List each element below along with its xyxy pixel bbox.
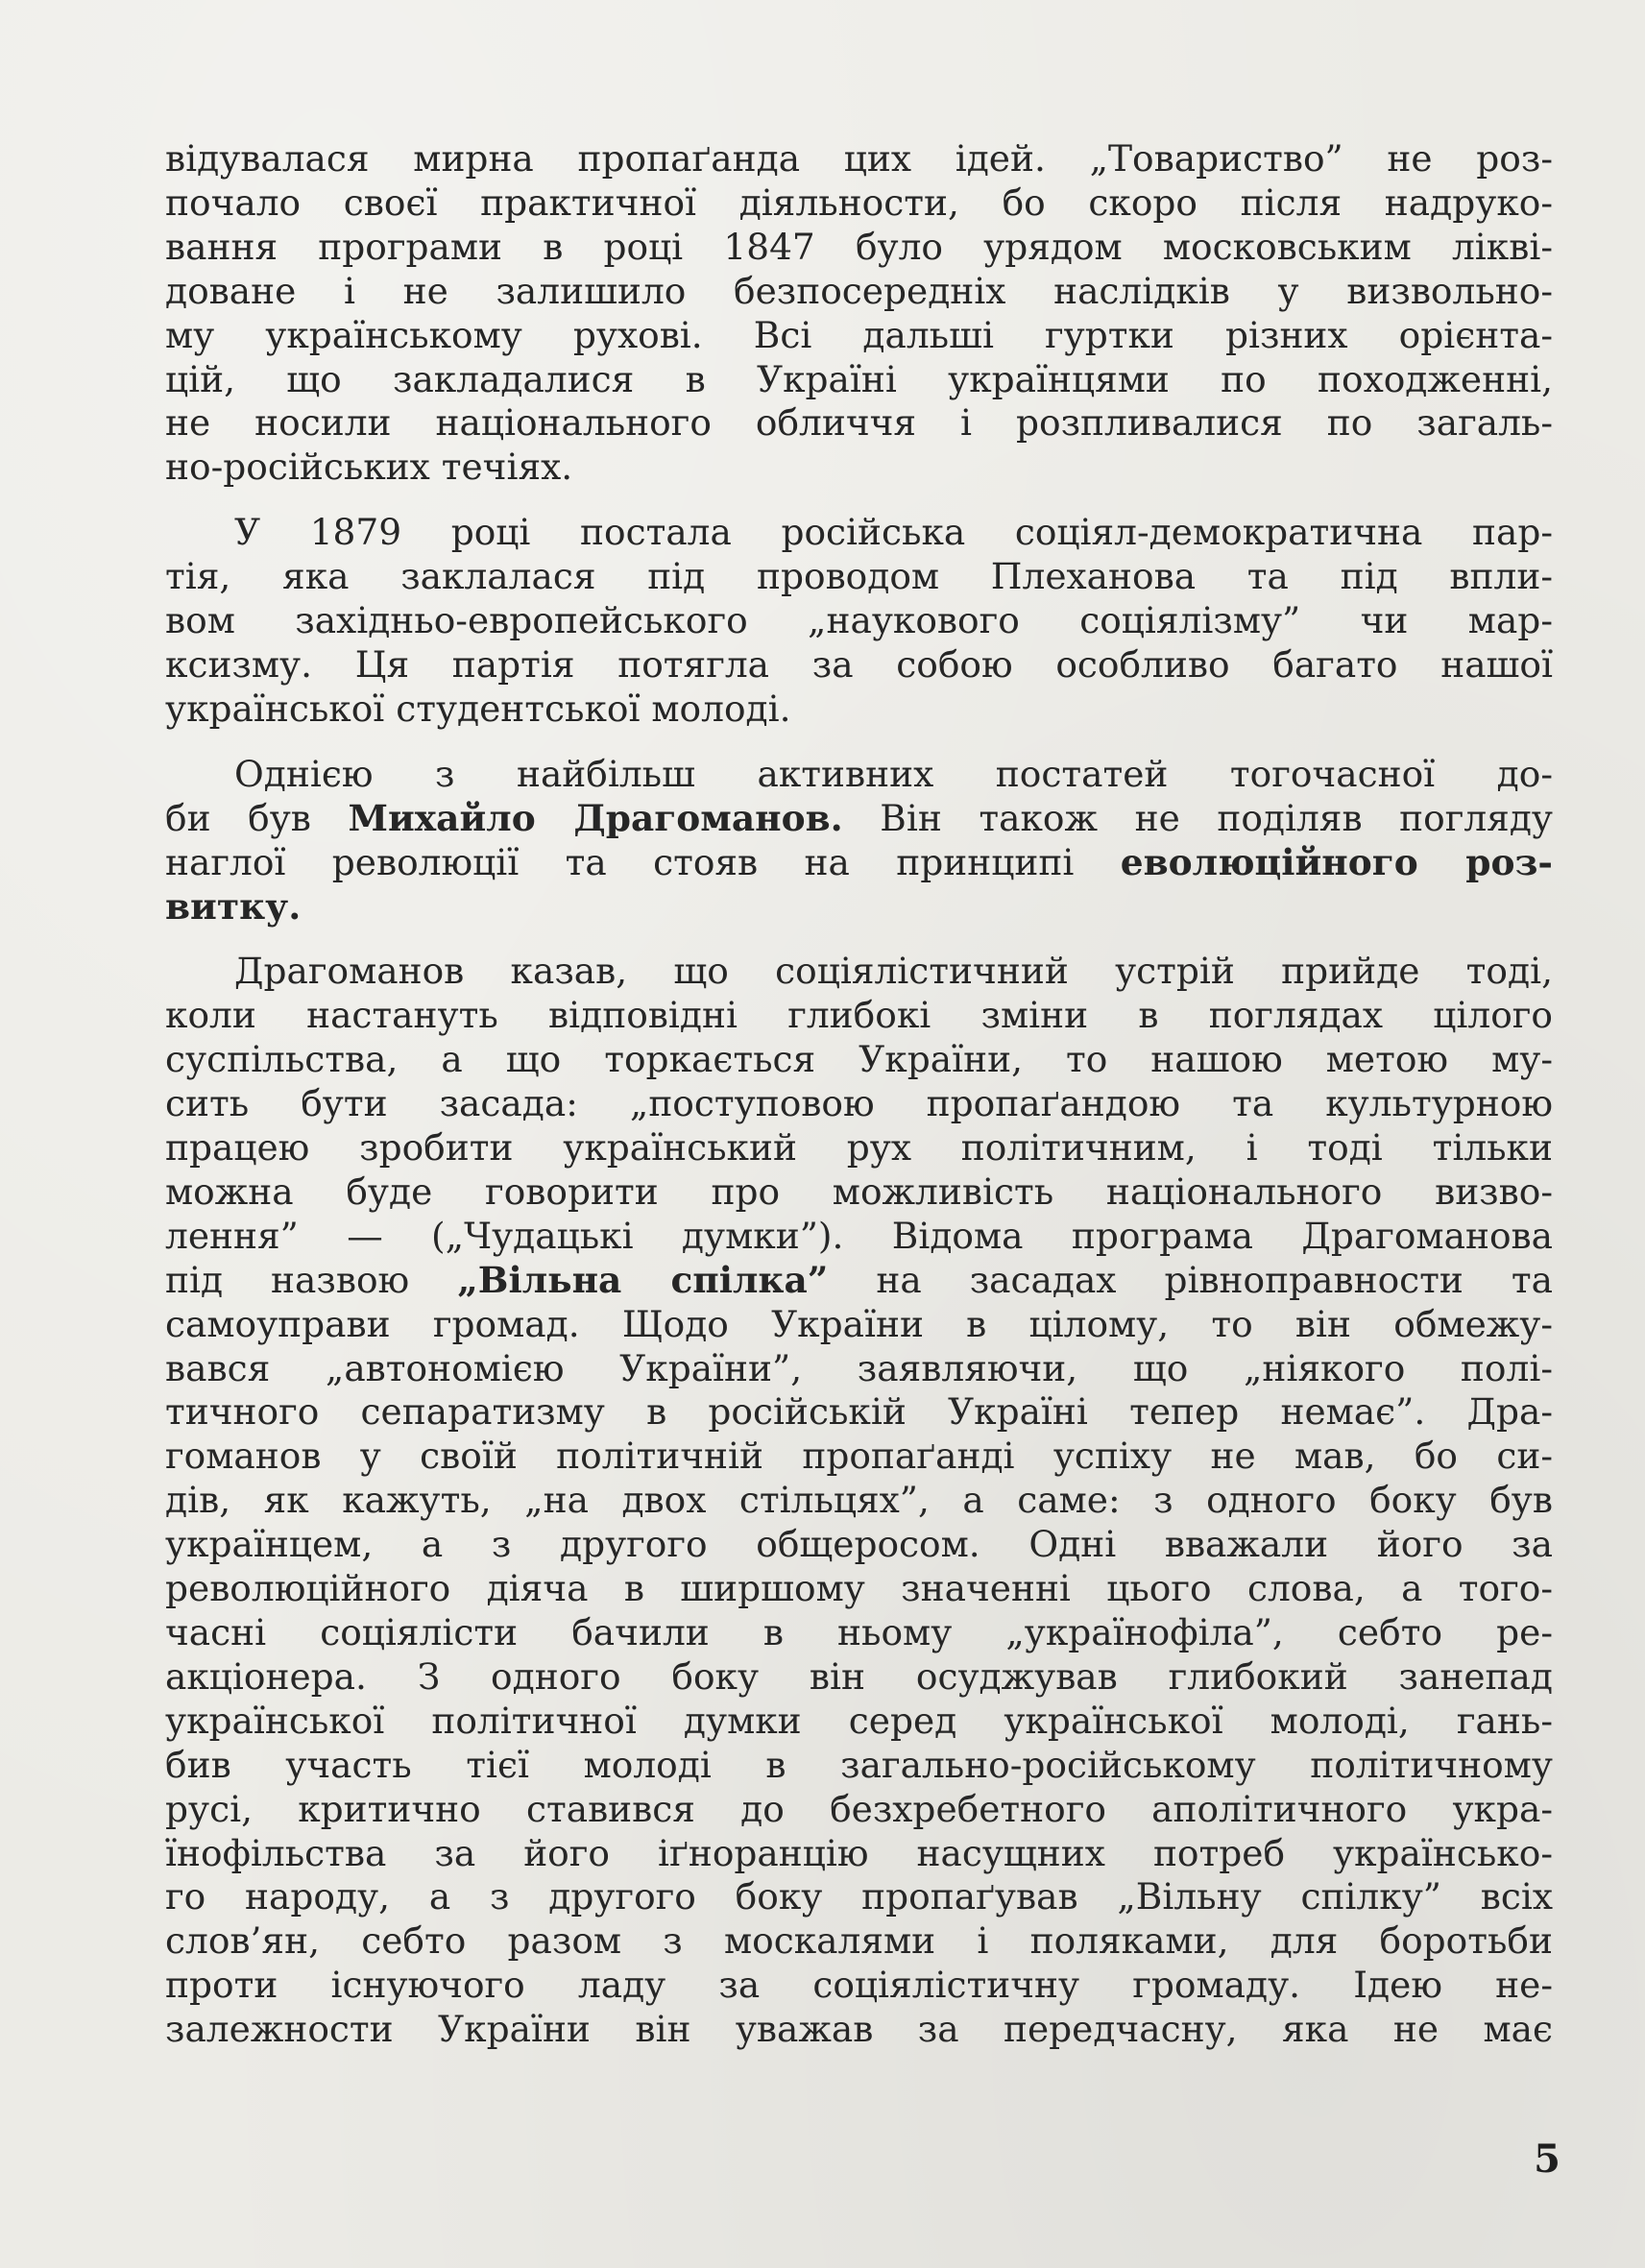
- text-line: слов’ян, себто разом з москалями і поляками, для боротьби: [165, 1919, 1553, 1963]
- text-line: бив участь тієї молоді в загально-російському політичному: [165, 1743, 1553, 1786]
- paragraph-3: [165, 753, 1553, 929]
- text-span: наглої революції та стояв на принципі: [165, 840, 1121, 883]
- text-line: цій, що закладалися в Україні українцями по походженні,: [165, 357, 1553, 400]
- text-line: му українському рухові. Всі дальші гуртки різних орієнта-: [165, 313, 1553, 356]
- text-line: акціонера. З одного боку він осуджував глибокий занепад: [165, 1654, 1553, 1698]
- text-line: гоманов у своїй політичній пропаґанді успіху не мав, бо си-: [165, 1435, 1553, 1478]
- text-line: коли настануть відповідні глибокі зміни в поглядах цілого: [165, 994, 1553, 1037]
- bold-name: Михайло Драгоманов.: [348, 796, 843, 839]
- text-line: вом західньо-европейського „наукового соціялізму” чи мар-: [165, 599, 1553, 642]
- text-line: можна буде говорити про можливість національного визво-: [165, 1170, 1553, 1213]
- text-line: лення” — („Чудацькі думки”). Відома програма Драгоманова: [165, 1214, 1553, 1257]
- text-line: вання програми в році 1847 було урядом московським ліквi-: [165, 225, 1553, 268]
- text-line: го народу, а з другого боку пропаґував „Вільну спілку” всіх: [165, 1875, 1553, 1918]
- text-span: би був: [165, 796, 349, 839]
- text-line: працею зробити український рух політичним, і тоді тільки: [165, 1126, 1553, 1170]
- text-line: [165, 797, 1553, 841]
- text-line: революційного діяча в ширшому значенні цього слова, а того-: [165, 1567, 1553, 1610]
- text-line: доване і не залишило безпосередніх наслідків у визвольно-: [165, 269, 1553, 312]
- paragraph-4: [165, 950, 1553, 2052]
- text-line: тичного сепаратизму в російській Україні тепер немає”. Дра-: [165, 1390, 1553, 1434]
- text-line: відувалася мирна пропаґанда цих ідей. „Товариство” не роз-: [165, 137, 1553, 180]
- bold-term: еволюційного роз-: [1120, 840, 1553, 883]
- text-line: ксизму. Ця партія потягла за собою особливо багато нашої: [165, 642, 1553, 686]
- text-line: [165, 1259, 1553, 1303]
- text-line: суспільства, а що торкається України, то нашою метою му-: [165, 1038, 1553, 1081]
- text-line: залежности України він уважав за передчасну, яка не має: [165, 2008, 1553, 2051]
- text-line: почало своєї практичної діяльности, бо скоро після надруко-: [165, 181, 1553, 224]
- text-line: української студентської молоді.: [165, 687, 791, 730]
- text-line: [165, 841, 1553, 885]
- text-line: тія, яка заклалася під проводом Плеханова та під впли-: [165, 555, 1553, 598]
- page-number: 5: [1534, 2136, 1560, 2182]
- text-line: української політичної думки серед української молоді, гань-: [165, 1699, 1553, 1742]
- paragraph-2: [165, 511, 1553, 732]
- text-span: під назвою: [165, 1258, 458, 1301]
- text-line: Однією з найбільш активних постатей тогочасної до-: [234, 752, 1553, 795]
- text-line: їнофільства за його іґноранцію насущних потреб українсько-: [165, 1831, 1553, 1874]
- text-span: Він також не поділяв погляду: [842, 796, 1553, 839]
- text-line: вався „автономією України”, заявляючи, що „ніякого полі-: [165, 1346, 1553, 1389]
- text-line: дів, як кажуть, „на двох стільцях”, а саме: з одного боку був: [165, 1479, 1553, 1522]
- text-line: самоуправи громад. Щодо України в цілому, то він обмежу-: [165, 1302, 1553, 1345]
- text-line: Драгоманов казав, що соціялістичний устрій прийде тоді,: [234, 950, 1553, 993]
- paragraph-1: [165, 137, 1553, 490]
- text-line: сить бути засада: „поступовою пропаґандою та культурною: [165, 1082, 1553, 1125]
- body-text: [165, 137, 1553, 2052]
- text-line: часні соціялісти бачили в ньому „українофіла”, себто ре-: [165, 1611, 1553, 1653]
- text-line: [165, 885, 1553, 929]
- text-line: проти існуючого ладу за соціялістичну громаду. Ідею не-: [165, 1964, 1553, 2007]
- bold-term-end: витку.: [165, 884, 302, 928]
- text-line: українцем, а з другого общеросом. Одні вважали його за: [165, 1523, 1553, 1566]
- text-line: не носили національного обличчя і розпливалися по загаль-: [165, 401, 1553, 445]
- text-line: русі, критично ставився до безхребетного аполітичного укра-: [165, 1787, 1553, 1830]
- text-line: У 1879 році постала російська соціял-демократична пар-: [234, 511, 1553, 554]
- text-line: но-російських течіях.: [165, 446, 573, 489]
- bold-program-name: „Вільна спілка”: [457, 1258, 829, 1301]
- text-span: на засадах рівноправности та: [828, 1258, 1553, 1301]
